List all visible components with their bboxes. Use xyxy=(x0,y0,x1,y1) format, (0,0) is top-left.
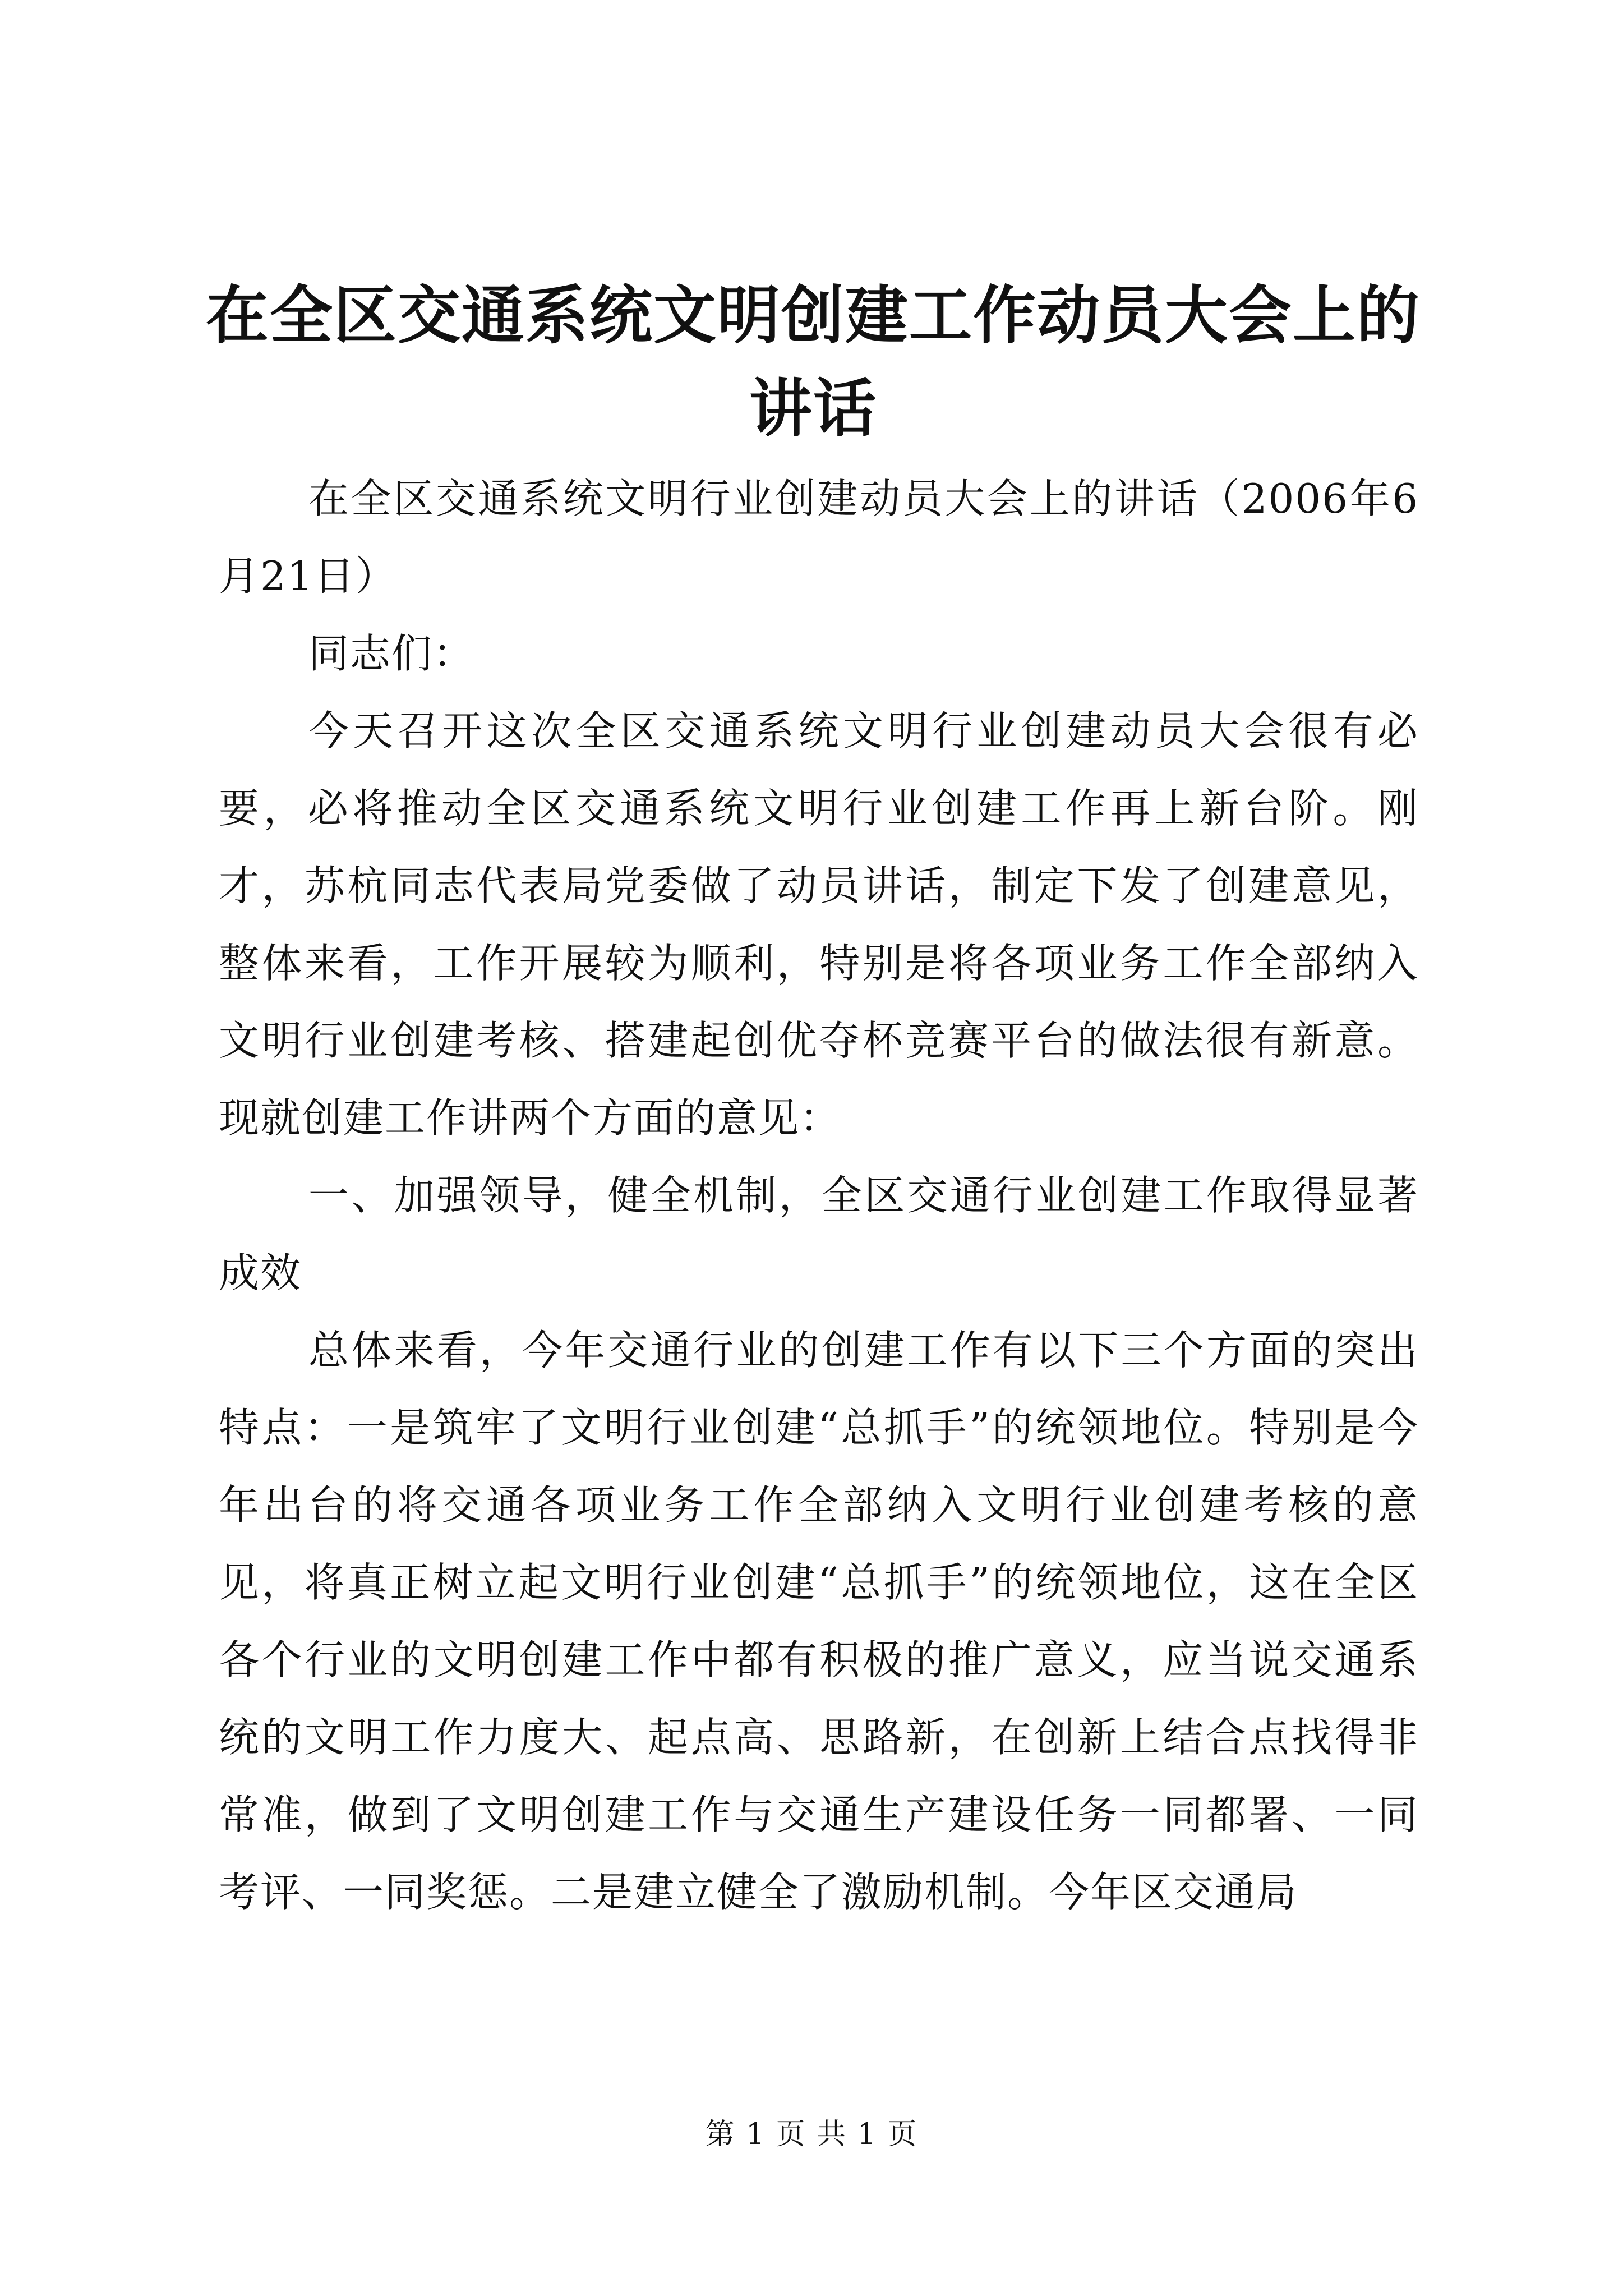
page-footer: 第 1 页 共 1 页 xyxy=(705,2118,918,2151)
section-heading: 一、加强领导，健全机制，全区交通行业创建工作取得显著成效 xyxy=(219,1172,1419,1296)
document-body xyxy=(219,460,1419,1931)
document-title: 在全区交通系统文明创建工作动员大会上的讲话 xyxy=(206,279,1421,445)
body-paragraph: 今天召开这次全区交通系统文明行业创建动员大会很有必要，必将推动全区交通系统文明行业创建工作再上新台阶。刚才，苏杭同志代表局党委做了动员讲话，制定下发了创建意见，整体来看，工作开展较为顺利，特别是将各项业务工作全部纳入文明行业创建考核、搭建起创优夺杯竞赛平台的做法很有新意。现就创建工作讲两个方面的意见： xyxy=(219,707,1419,1142)
speech-date-line: 在全区交通系统文明行业创建动员大会上的讲话（2006年6月21日） xyxy=(219,475,1419,600)
body-paragraph: 总体来看，今年交通行业的创建工作有以下三个方面的突出特点：一是筑牢了文明行业创建“总抓手”的统领地位。特别是今年出台的将交通各项业务工作全部纳入文明行业创建考核的意见，将真正树立起文明行业创建“总抓手”的统领地位，这在全区各个行业的文明创建工作中都有积极的推广意义，应当说交通系统的文明工作力度大、起点高、思路新，在创新上结合点找得非常准，做到了文明创建工作与交通生产建设任务一同都署、一同考评、一同奖惩。二是建立健全了激励机制。今年区交通局 xyxy=(219,1327,1419,1916)
salutation: 同志们： xyxy=(308,630,475,677)
